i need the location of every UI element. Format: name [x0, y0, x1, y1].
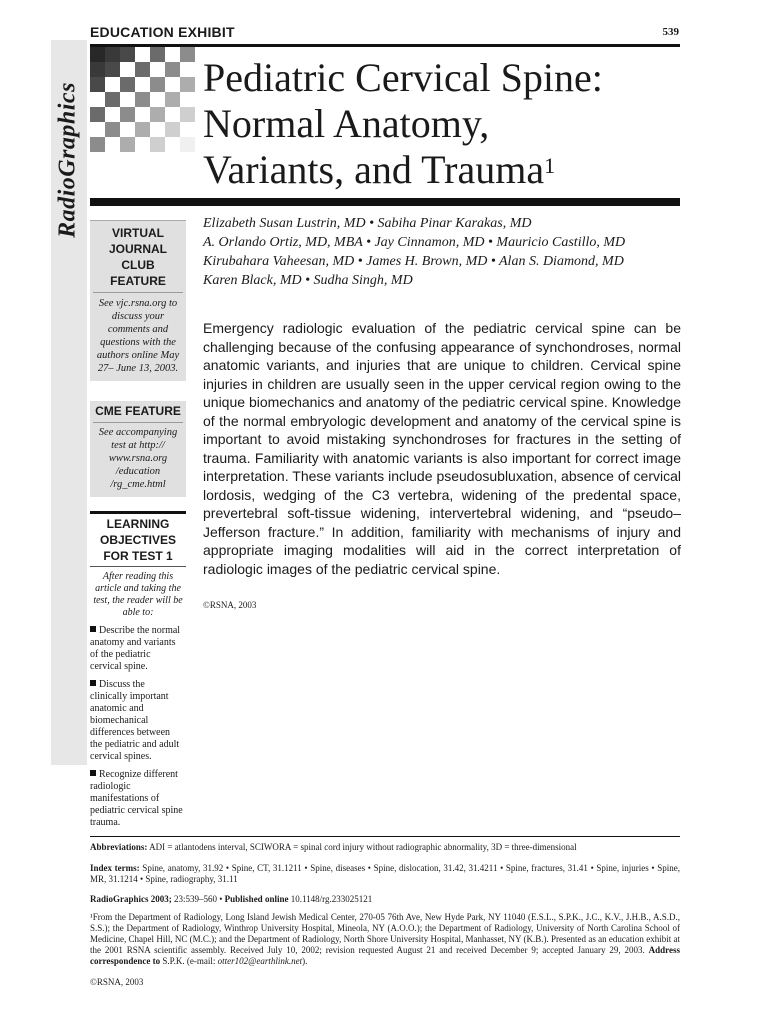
affiliation-text: ¹From the Department of Radiology, Long Island Jewish Medical Center, 270-05 76th Ave, New Hyde Park, NY 11040 (E.S.L., S.P.K., J.C., K.V., J.H.B., A.S.D., S.S.); the Department of Radiology, Winthrop University Hospital, Mineola, NY (A.O.O.); the Department of Radiology, University of North Carolina School of Medicine, Chapel Hill, NC (M.C.); and the Department of Radiology, North Shore University Hospital, Manhasset, NY (K.B.). Presented as an education exhibit at the 2001 RSNA scientific assembly. Received July 10, 2002; revision requested August 21 and received December 9; accepted January 29, 2003. — [90, 912, 680, 955]
checker-cell — [120, 137, 135, 152]
cme-feature-heading: CME FEATURE — [93, 401, 183, 423]
checker-cell — [90, 107, 105, 122]
section-label: EDUCATION EXHIBIT — [90, 24, 235, 40]
article-title — [203, 55, 603, 193]
checker-cell — [180, 77, 195, 92]
checker-cell — [150, 47, 165, 62]
checker-cell — [135, 62, 150, 77]
correspondence-end: ). — [302, 956, 308, 966]
author-line: Elizabeth Susan Lustrin, MD • Sabiha Pinar Karakas, MD — [203, 216, 532, 231]
bullet-square-icon — [90, 626, 96, 632]
checker-cell — [150, 107, 165, 122]
page-number: 539 — [662, 26, 679, 38]
title-line-3: Variants, and Trauma — [203, 147, 545, 192]
checker-cell — [180, 137, 195, 152]
checker-cell — [105, 92, 120, 107]
cme-feature-box — [90, 401, 186, 497]
index-terms — [90, 863, 680, 885]
learning-objectives-rule — [90, 511, 186, 514]
abbreviations-label: Abbreviations: — [90, 842, 148, 852]
heading-line: VIRTUAL — [112, 226, 164, 240]
title-rule — [90, 198, 680, 206]
heading-line: FOR TEST 1 — [103, 549, 173, 563]
virtual-journal-club-box — [90, 220, 186, 381]
author-line: A. Orlando Ortiz, MD, MBA • Jay Cinnamon, MD • Mauricio Castillo, MD — [203, 235, 626, 250]
doi: 10.1148/rg.233025121 — [288, 894, 373, 904]
index-terms-label: Index terms: — [90, 863, 140, 873]
author-list — [203, 214, 625, 290]
checker-cell — [120, 47, 135, 62]
checker-cell — [150, 137, 165, 152]
checker-cell — [90, 77, 105, 92]
checker-cell — [105, 47, 120, 62]
objective-item — [90, 679, 186, 763]
heading-line: OBJECTIVES — [99, 533, 177, 547]
checker-cell — [165, 92, 180, 107]
email-link[interactable]: otter102@earthlink.net — [217, 956, 303, 966]
published-online-label: Published online — [224, 894, 289, 904]
checker-cell — [105, 122, 120, 137]
checker-cell — [180, 107, 195, 122]
heading-line: LEARNING — [106, 517, 170, 531]
abbreviations-text: ADI = atlantodens interval, SCIWORA = spinal cord injury without radiographic abnormality, 3D = three-dimensional — [147, 842, 577, 852]
title-footnote-mark: 1 — [544, 153, 556, 178]
correspondence-text: S.P.K. (e-mail: — [160, 956, 218, 966]
heading-line: CLUB — [121, 258, 155, 272]
objective-item — [90, 769, 186, 829]
objective-text: Recognize different radiologic manifestations of pediatric cervical spine trauma. — [90, 769, 183, 828]
learning-objectives-intro: After reading this article and taking the test, the reader will be able to: — [93, 571, 183, 618]
decorative-checker-pattern — [90, 47, 195, 152]
correspondence-label: Address correspondence to — [90, 945, 680, 966]
footer-rule — [90, 836, 680, 837]
checker-cell — [165, 62, 180, 77]
author-line: Karen Black, MD • Sudha Singh, MD — [203, 273, 413, 288]
title-line-1: Pediatric Cervical Spine: — [203, 55, 603, 100]
objective-text: Discuss the clinically important anatomic and biomechanical differences between the pediatric and adult cervical spines. — [90, 679, 180, 762]
checker-cell — [135, 92, 150, 107]
checker-cell — [105, 62, 120, 77]
checker-cell — [90, 47, 105, 62]
index-terms-text: Spine, anatomy, 31.92 • Spine, CT, 31.1211 • Spine, diseases • Spine, dislocation, 31.42, 31.4211 • Spine, fractures, 31.41 • Spine, injuries • Spine, MR, 31.1214 • Spine, radiography, 31.11 — [90, 863, 680, 884]
affiliation-footnote — [90, 912, 680, 967]
checker-cell — [135, 122, 150, 137]
journal-logo — [54, 55, 82, 265]
checker-cell — [120, 107, 135, 122]
virtual-journal-club-text: See vjc.rsna.org to discuss your comments and questions with the authors online May 27– June 13, 2003. — [96, 298, 180, 374]
bullet-square-icon — [90, 680, 96, 686]
citation-text: 23:539–560 • — [171, 894, 225, 904]
bullet-square-icon — [90, 770, 96, 776]
citation-label: RadioGraphics 2003; — [90, 894, 172, 904]
title-line-2: Normal Anatomy, — [203, 101, 490, 146]
objective-item — [90, 625, 186, 673]
footer-copyright: ©RSNA, 2003 — [90, 977, 144, 987]
checker-cell — [120, 77, 135, 92]
checker-cell — [90, 137, 105, 152]
abstract-text: Emergency radiologic evaluation of the pediatric cervical spine can be challenging because of the confusing appearance of synchondroses, normal anatomic variants, and injuries that are unique to children. Cervical spine injuries in children are usually seen in the upper cervical region owing to the unique biomechanics and anatomy of the pediatric cervical spine. Knowledge of the normal embryologic development and anatomy of the cervical spine is important to avoid mistaking synchondroses for fractures in the setting of trauma. Familiarity with anatomic variants is also important for correct image interpretation. These variants include pseudosubluxation, absence of cervical lordosis, wedging of the C3 vertebra, widening of the predental space, prevertebral soft-tissue widening, intervertebral widening, and “pseudo–Jefferson fracture.” In addition, familiarity with mechanisms of injury and appropriate imaging modalities will aid in the correct interpretation of radiologic images of the pediatric cervical spine. — [203, 320, 681, 577]
citation — [90, 894, 680, 905]
abstract-copyright: ©RSNA, 2003 — [203, 600, 257, 610]
checker-cell — [150, 77, 165, 92]
checker-cell — [180, 47, 195, 62]
heading-line: FEATURE — [110, 274, 166, 288]
learning-objectives-box — [90, 511, 186, 829]
abstract — [203, 319, 681, 578]
learning-objectives-heading — [90, 516, 186, 567]
cme-feature-text: See accompanying test at http:// www.rsna.org /education /rg_cme.html — [98, 427, 178, 490]
virtual-journal-club-heading — [93, 225, 183, 293]
journal-name: RadioGraphics — [54, 82, 81, 238]
author-line: Kirubahara Vaheesan, MD • James H. Brown, MD • Alan S. Diamond, MD — [203, 254, 624, 269]
heading-line: JOURNAL — [108, 242, 167, 256]
checker-cell — [90, 62, 105, 77]
checker-cell — [165, 122, 180, 137]
abbreviations — [90, 842, 680, 853]
objective-text: Describe the normal anatomy and variants of the pediatric cervical spine. — [90, 625, 181, 672]
